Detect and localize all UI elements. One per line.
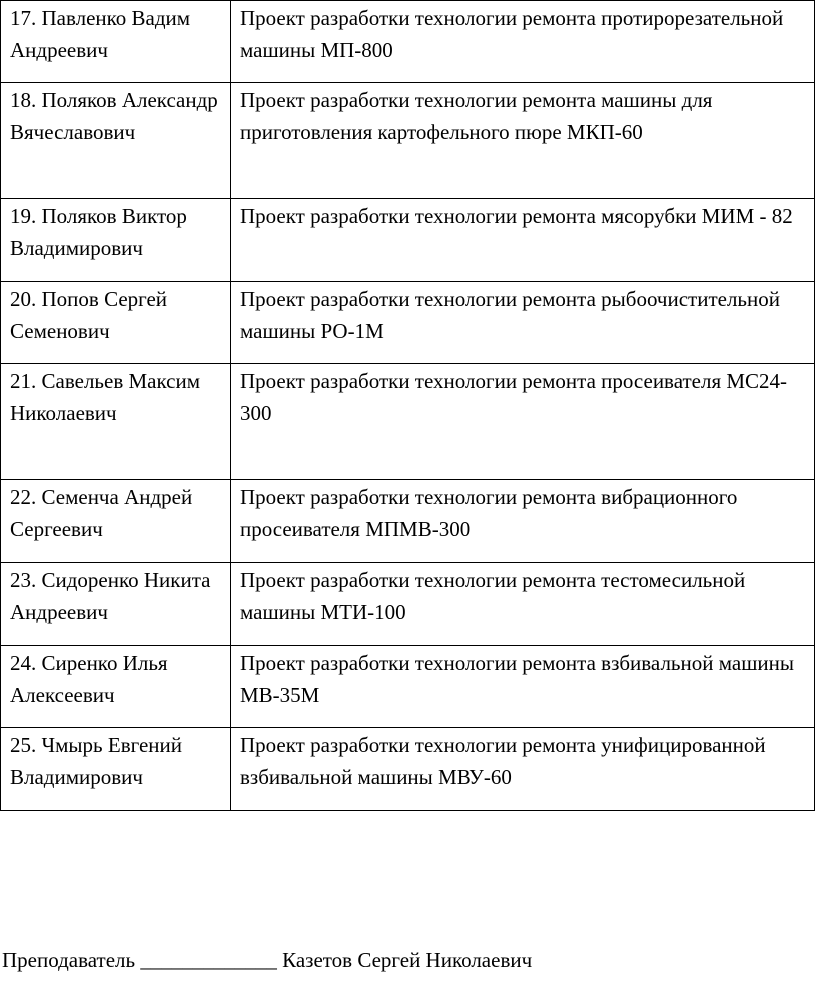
project-topic: Проект разработки технологии ремонта тестомесильной машины МТИ-100: [231, 563, 815, 646]
table-row: [1, 1, 815, 83]
table-row: [1, 728, 815, 811]
student-name: 22. Семенча Андрей Сергеевич: [1, 480, 231, 563]
student-name: 23. Сидоренко Никита Андреевич: [1, 563, 231, 646]
project-topic: Проект разработки технологии ремонта унифицированной взбивальной машины МВУ-60: [231, 728, 815, 811]
student-name: 25. Чмырь Евгений Владимирович: [1, 728, 231, 811]
table-row: [1, 563, 815, 646]
table-row: [1, 646, 815, 728]
student-name: 18. Поляков Александр Вячеславович: [1, 83, 231, 199]
student-name: 19. Поляков Виктор Владимирович: [1, 199, 231, 282]
table-row: [1, 364, 815, 480]
project-topic: Проект разработки технологии ремонта вибрационного просеивателя МПМВ-300: [231, 480, 815, 563]
project-topic: Проект разработки технологии ремонта протирорезательной машины МП-800: [231, 1, 815, 83]
student-name: 21. Савельев Максим Николаевич: [1, 364, 231, 480]
project-topic: Проект разработки технологии ремонта взбивальной машины МВ-35М: [231, 646, 815, 728]
teacher-signature-line: Преподаватель _____________ Казетов Сергей Николаевич: [2, 948, 533, 972]
student-name: 17. Павленко Вадим Андреевич: [1, 1, 231, 83]
student-name: 20. Попов Сергей Семенович: [1, 282, 231, 364]
table-row: [1, 480, 815, 563]
table-row: [1, 199, 815, 282]
project-topic: Проект разработки технологии ремонта просеивателя МС24-300: [231, 364, 815, 480]
project-topic: Проект разработки технологии ремонта машины для приготовления картофельного пюре МКП-60: [231, 83, 815, 199]
student-name: 24. Сиренко Илья Алексеевич: [1, 646, 231, 728]
table-row: [1, 83, 815, 199]
project-topic: Проект разработки технологии ремонта рыбоочистительной машины РО-1М: [231, 282, 815, 364]
table-row: [1, 282, 815, 364]
project-topic: Проект разработки технологии ремонта мясорубки МИМ - 82: [231, 199, 815, 282]
